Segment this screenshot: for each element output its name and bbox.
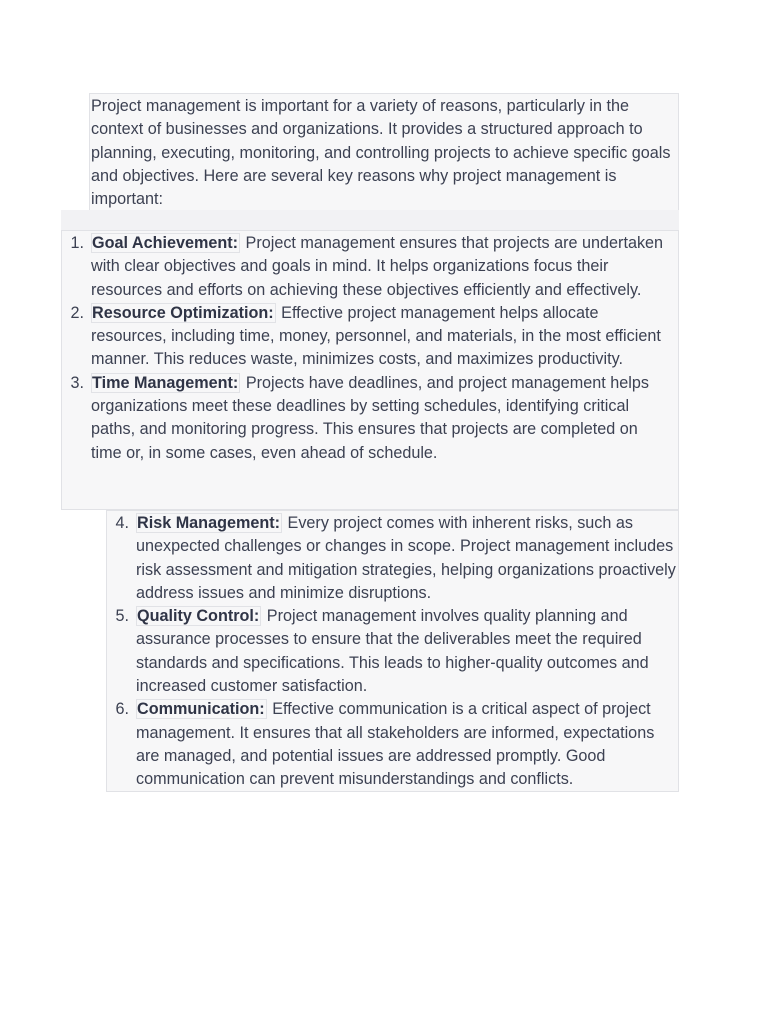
intro-paragraph-block	[89, 93, 679, 212]
list-text: Project management ensures that projects are undertaken with clear objectives and goals in mind. It helps organizations focus their resources and efforts on achieving these objectives efficiently and effectively.	[91, 234, 664, 299]
list-text: Project management involves quality planning and assurance processes to ensure that the deliverables meet the required standards and specifications. This leads to higher-quality outcomes and increased customer satisfaction.	[136, 607, 649, 696]
list-term: Quality Control:	[137, 607, 260, 626]
list-text: Projects have deadlines, and project management helps organizations meet these deadlines by setting schedules, identifying critical paths, and monitoring progress. This ensures that projects are completed on time or, in some cases, even ahead of schedule.	[91, 373, 649, 462]
list-text: Every project comes with inherent risks, such as unexpected challenges or changes in scope. Project management includes risk assessment and mitigation strategies, helping organizations proactively address issues and minimize disruptions.	[136, 514, 676, 602]
list-number: 1.	[70, 234, 84, 252]
reasons-list-continued	[107, 512, 678, 792]
intro-paragraph: Project management is important for a variety of reasons, particularly in the context of businesses and organizations. It provides a structured approach to planning, executing, monitoring, and controlling projects to achieve specific goals and objectives. Here are several key reasons why project management is important:	[91, 97, 671, 209]
list-item-goal-achievement	[62, 232, 678, 302]
section-gap	[61, 210, 679, 230]
list-term: Risk Management:	[137, 514, 281, 532]
reasons-list-part-2	[106, 510, 679, 792]
list-number: 5.	[115, 607, 129, 626]
list-number: 3.	[70, 373, 84, 392]
list-item-resource-optimization	[62, 302, 678, 372]
list-text: Effective project management helps allocate resources, including time, money, personnel, and materials, in the most efficient manner. This reduces waste, minimizes costs, and maximizes productivity.	[91, 303, 661, 369]
list-term: Time Management:	[92, 373, 239, 392]
list-number: 2.	[70, 303, 84, 322]
list-term: Resource Optimization:	[92, 303, 274, 322]
reasons-list-part-1	[61, 230, 679, 510]
list-item-time-management	[62, 372, 678, 465]
list-item-quality-control	[107, 605, 678, 698]
list-term: Communication:	[137, 700, 265, 719]
list-term: Goal Achievement:	[92, 234, 239, 252]
list-text: Effective communication is a critical aspect of project management. It ensures that all stakeholders are informed, expectations are managed, and potential issues are addressed promptly. Good communication can prevent misunderstandings and conflicts.	[136, 700, 655, 789]
list-item-risk-management	[107, 512, 678, 605]
reasons-list	[62, 232, 678, 465]
list-item-communication	[107, 698, 678, 791]
list-number: 6.	[115, 700, 129, 719]
list-number: 4.	[115, 514, 129, 532]
